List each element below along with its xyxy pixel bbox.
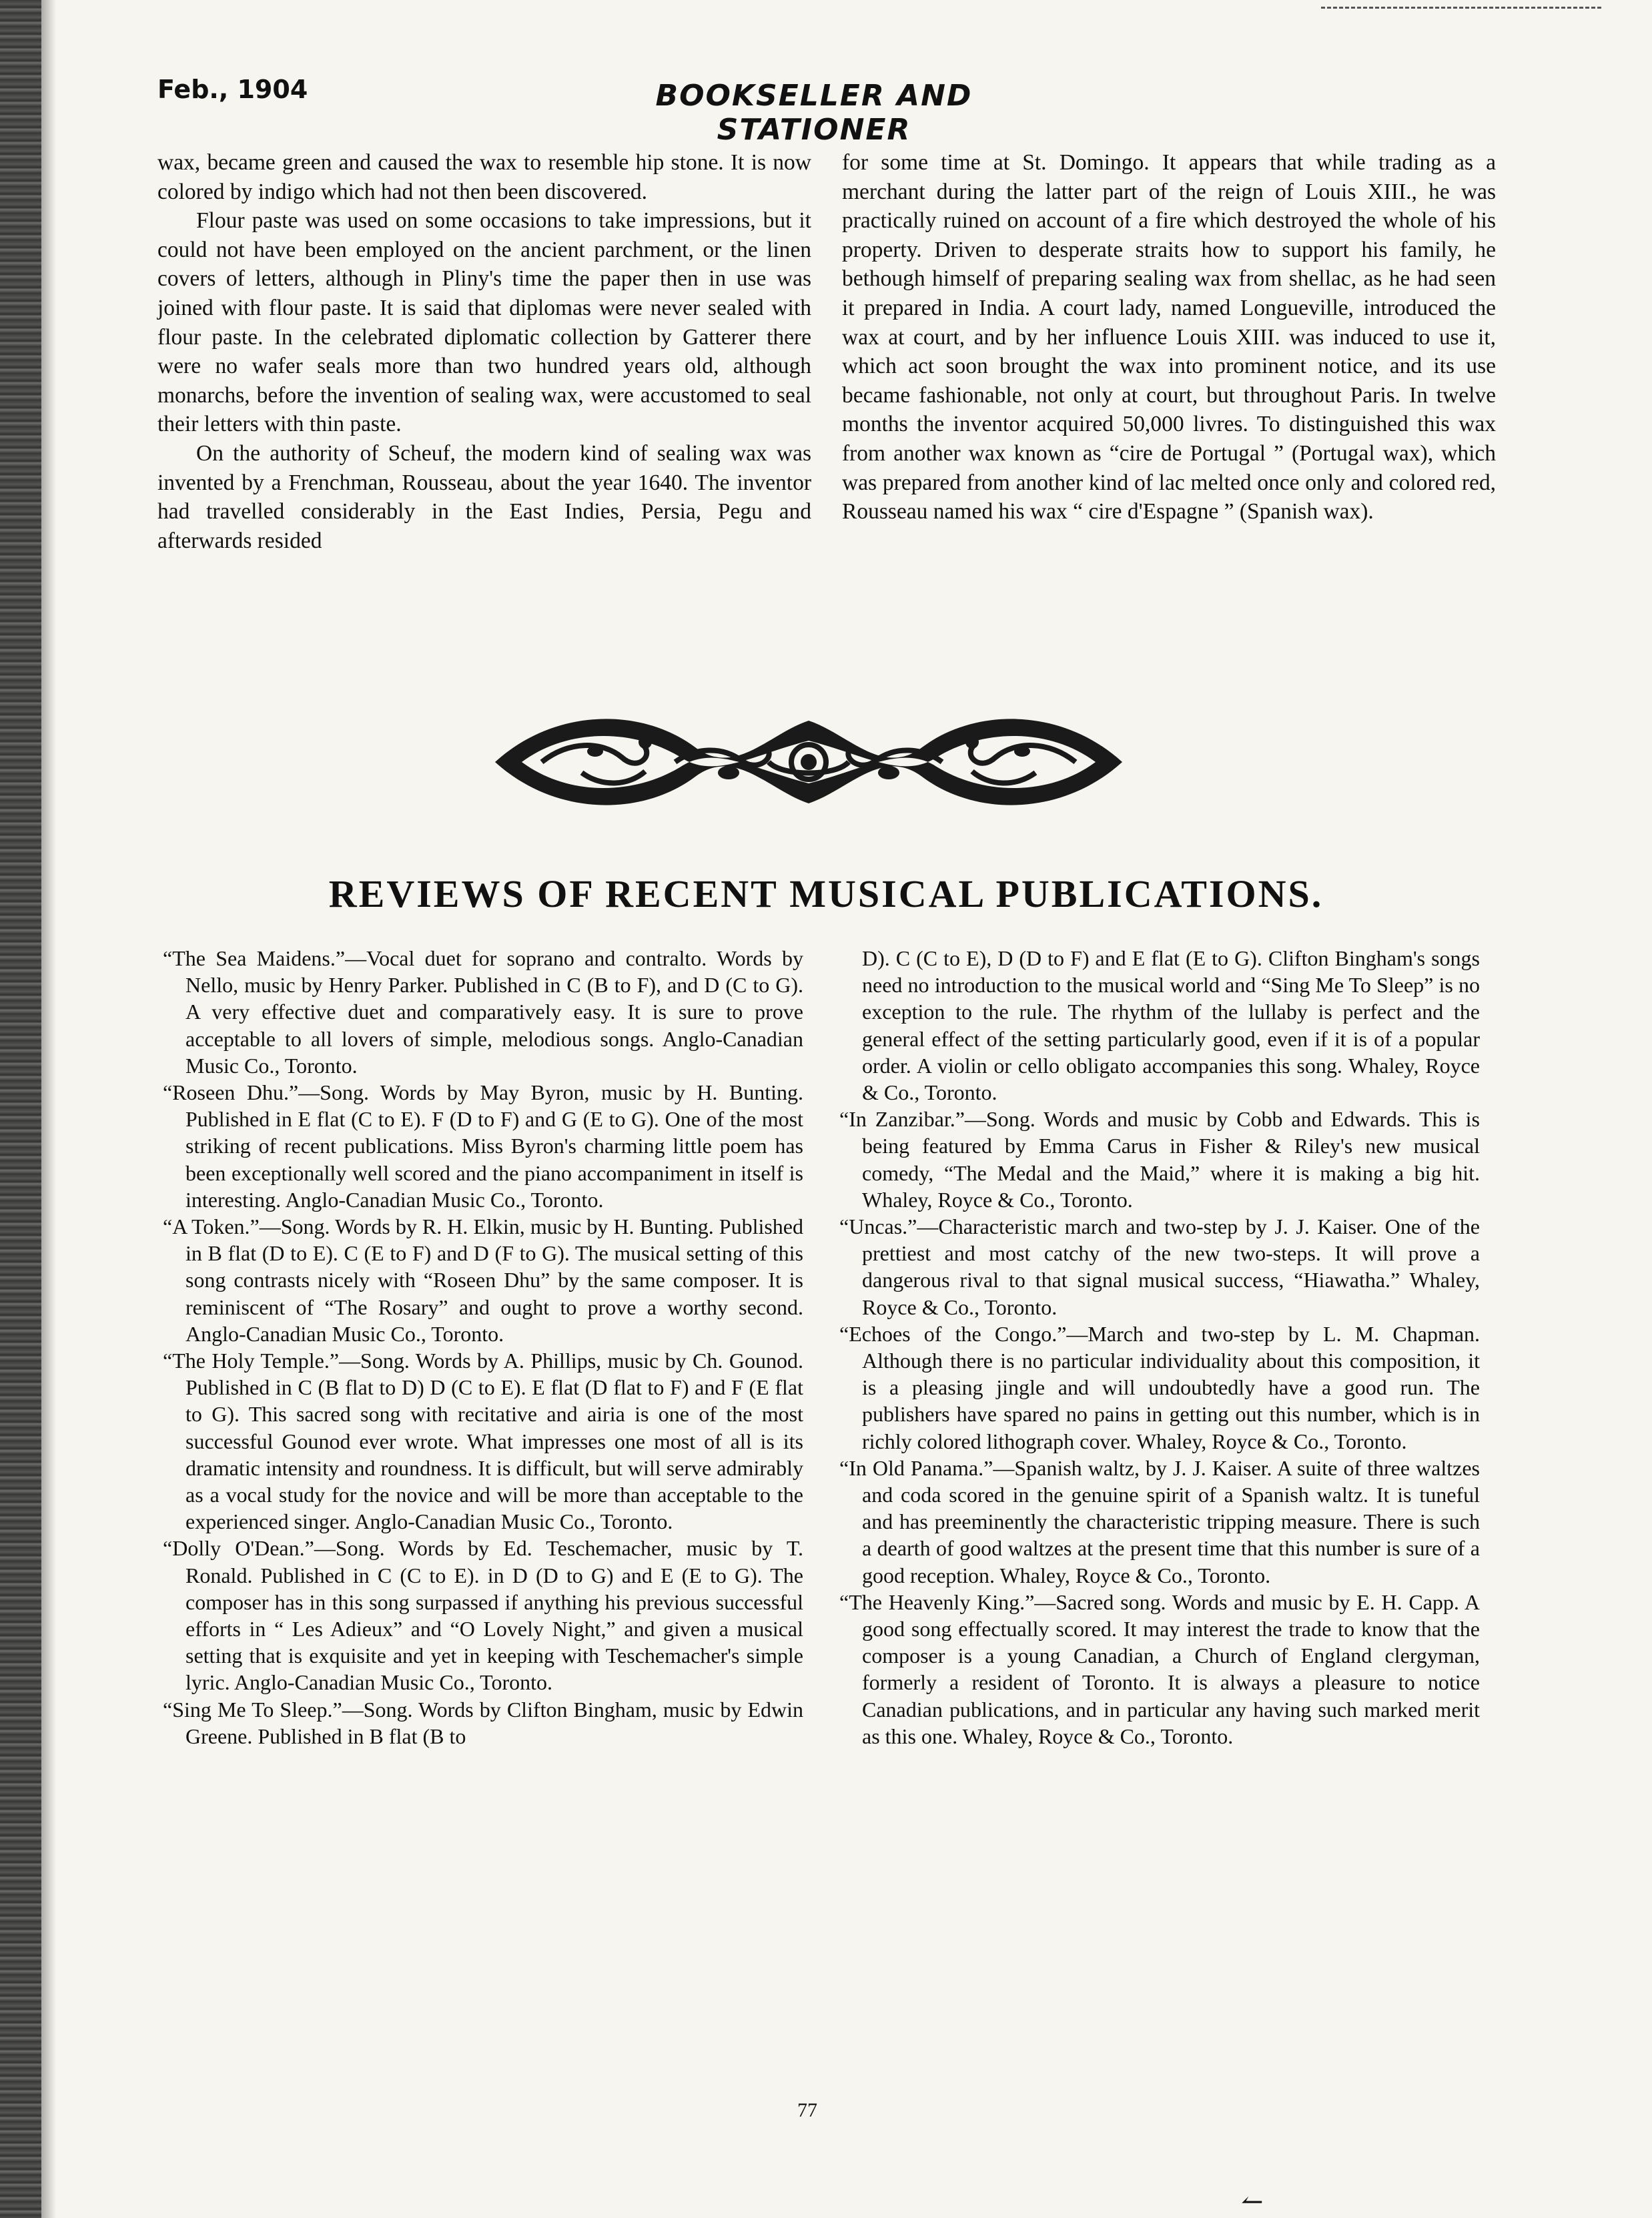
publication-title: BOOKSELLER AND STATIONER	[655, 79, 973, 147]
review-entry: “The Heavenly King.”—Sacred song. Words and music by E. H. Capp. A good song effectually scored. It may interest the trade to know that the composer is a young Canadian, a Church of England clergyman, formerly a resident of Toronto. It is always a pleasure to notice Canadian publications, and in particular any having such marked merit as this one. Whaley, Royce & Co., Toronto.	[839, 1589, 1480, 1748]
section-title: REVIEWS OF RECENT MUSICAL PUBLICATIONS.	[328, 872, 1324, 915]
review-entry: “Echoes of the Congo.”—March and two-step by L. M. Chapman. Although there is no particular individuality about this composition, it is a pleasing jingle and will undoubtedly have a good run. The publishers have spared no pains in getting out this number, which is in richly colored lithograph cover. Whaley, Royce & Co., Toronto.	[839, 1321, 1480, 1453]
review-entry: “The Sea Maidens.”—Vocal duet for soprano and contralto. Words by Nello, music by Henry Parker. Published in C (B to F), and D (C to G). A very effective duet and comparatively easy. It is sure to prove acceptable to all lovers of simple, melodious songs. Anglo-Canadian Music Co., Toronto.	[163, 946, 803, 1078]
review-entry: “Roseen Dhu.”—Song. Words by May Byron, music by H. Bunting. Published in E flat (C to E). F (D to F) and G (E to G). One of the most striking of recent publications. Miss Byron's charming little poem has been exceptionally well scored and the piano accompaniment in itself is interesting. Anglo-Canadian Music Co., Toronto.	[163, 1080, 803, 1212]
top-edge-dashes	[1321, 7, 1601, 9]
article-column-right	[842, 148, 1496, 526]
article-paragraph: wax, became green and caused the wax to resemble hip stone. It is now colored by indigo which had not then been discovered.	[157, 150, 811, 204]
print-smudge-mark: ↼	[1241, 2187, 1264, 2217]
ornamental-scroll-divider	[475, 694, 1142, 830]
article-column-left	[157, 148, 811, 555]
review-entry: “Sing Me To Sleep.”—Song. Words by Clifton Bingham, music by Edwin Greene. Published in B flat (B to	[163, 1697, 803, 1748]
review-entry: “Dolly O'Dean.”—Song. Words by Ed. Teschemacher, music by T. Ronald. Published in C (C to E). in D (D to G) and E (E to G). The composer has in this song surpassed if anything his previous successful efforts in “ Les Adieux” and “O Lovely Night,” and given a musical setting that is exquisite and yet in keeping with Teschemacher's simple lyric. Anglo-Canadian Music Co., Toronto.	[163, 1536, 803, 1695]
review-entry: “A Token.”—Song. Words by R. H. Elkin, music by H. Bunting. Published in B flat (D to E). C (E to F) and D (F to G). The musical setting of this song contrasts nicely with “Roseen Dhu” by the same composer. It is reminiscent of “The Rosary” and ought to prove a worthy second. Anglo-Canadian Music Co., Toronto.	[163, 1214, 803, 1346]
review-entry: “In Old Panama.”—Spanish waltz, by J. J. Kaiser. A suite of three waltzes and coda scored in the genuine spirit of a Spanish waltz. It is tuneful and has preeminently the characteristic tripping measure. There is such a dearth of good waltzes at the present time that this number is sure of a good reception. Whaley, Royce & Co., Toronto.	[839, 1455, 1480, 1587]
issue-date: Feb., 1904	[157, 75, 308, 104]
review-entry: D). C (C to E), D (D to F) and E flat (E to G). Clifton Bingham's songs need no introduction to the musical world and “Sing Me To Sleep” is no exception to the rule. The rhythm of the lullaby is perfect and the general effect of the setting particularly good, even if it is of a popular order. A violin or cello obligato accompanies this song. Whaley, Royce & Co., Toronto.	[862, 946, 1480, 1105]
article-paragraph: On the authority of Scheuf, the modern kind of sealing wax was invented by a Frenchman, Rousseau, about the year 1640. The inventor had travelled considerably in the East Indies, Persia, Pegu and afterwards resided	[157, 440, 811, 553]
reviews-column-left	[163, 945, 803, 1750]
article-paragraph: for some time at St. Domingo. It appears that while trading as a merchant during the latter part of the reign of Louis XIII., he was practically ruined on account of a fire which destroyed the whole of his property. Driven to desperate straits how to support his family, he bethough himself of preparing sealing wax from shellac, as he had seen it prepared in India. A court lady, named Longueville, introduced the wax at court, and by her influence Louis XIII. was induced to use it, which act soon brought the wax into prominent notice, and its use became fashionable, not only at court, but throughout Paris. In twelve months the inventor acquired 50,000 livres. To distinguished this wax from another wax known as “cire de Portugal ” (Portugal wax), which was prepared from another kind of lac melted once only and colored red, Rousseau named his wax “ cire d'Espagne ” (Spanish wax).	[842, 150, 1496, 524]
review-entry: “The Holy Temple.”—Song. Words by A. Phillips, music by Ch. Gounod. Published in C (B flat to D) D (C to E). E flat (D flat to F) and F (E flat to G). This sacred song with recitative and airia is one of the most successful Gounod ever wrote. What impresses one most of all is its dramatic intensity and roundness. It is difficult, but will serve admirably as a vocal study for the novice and will be more than acceptable to the experienced singer. Anglo-Canadian Music Co., Toronto.	[163, 1349, 803, 1534]
review-entry: “In Zanzibar.”—Song. Words and music by Cobb and Edwards. This is being featured by Emma Carus in Fisher & Riley's new musical comedy, “The Medal and the Maid,” where it is making a big hit. Whaley, Royce & Co., Toronto.	[839, 1107, 1480, 1212]
review-entry: “Uncas.”—Characteristic march and two-step by J. J. Kaiser. One of the prettiest and most catchy of the new two-steps. It will prove a dangerous rival to that signal musical success, “Hiawatha.” Whaley, Royce & Co., Toronto.	[839, 1214, 1480, 1319]
page-number: 77	[797, 2099, 817, 2121]
reviews-column-right	[839, 945, 1480, 1750]
article-paragraph: Flour paste was used on some occasions to take impressions, but it could not have been employed on the ancient parchment, or the linen covers of letters, although in Pliny's time the paper then in use was joined with flour paste. It is said that diplomas were never sealed with flour paste. In the celebrated diplomatic collection by Gatterer there were no wafer seals more than two hundred years old, although monarchs, before the invention of sealing wax, were accustomed to seal their letters with thin paste.	[157, 208, 811, 437]
page-binding-edge	[0, 0, 41, 2218]
